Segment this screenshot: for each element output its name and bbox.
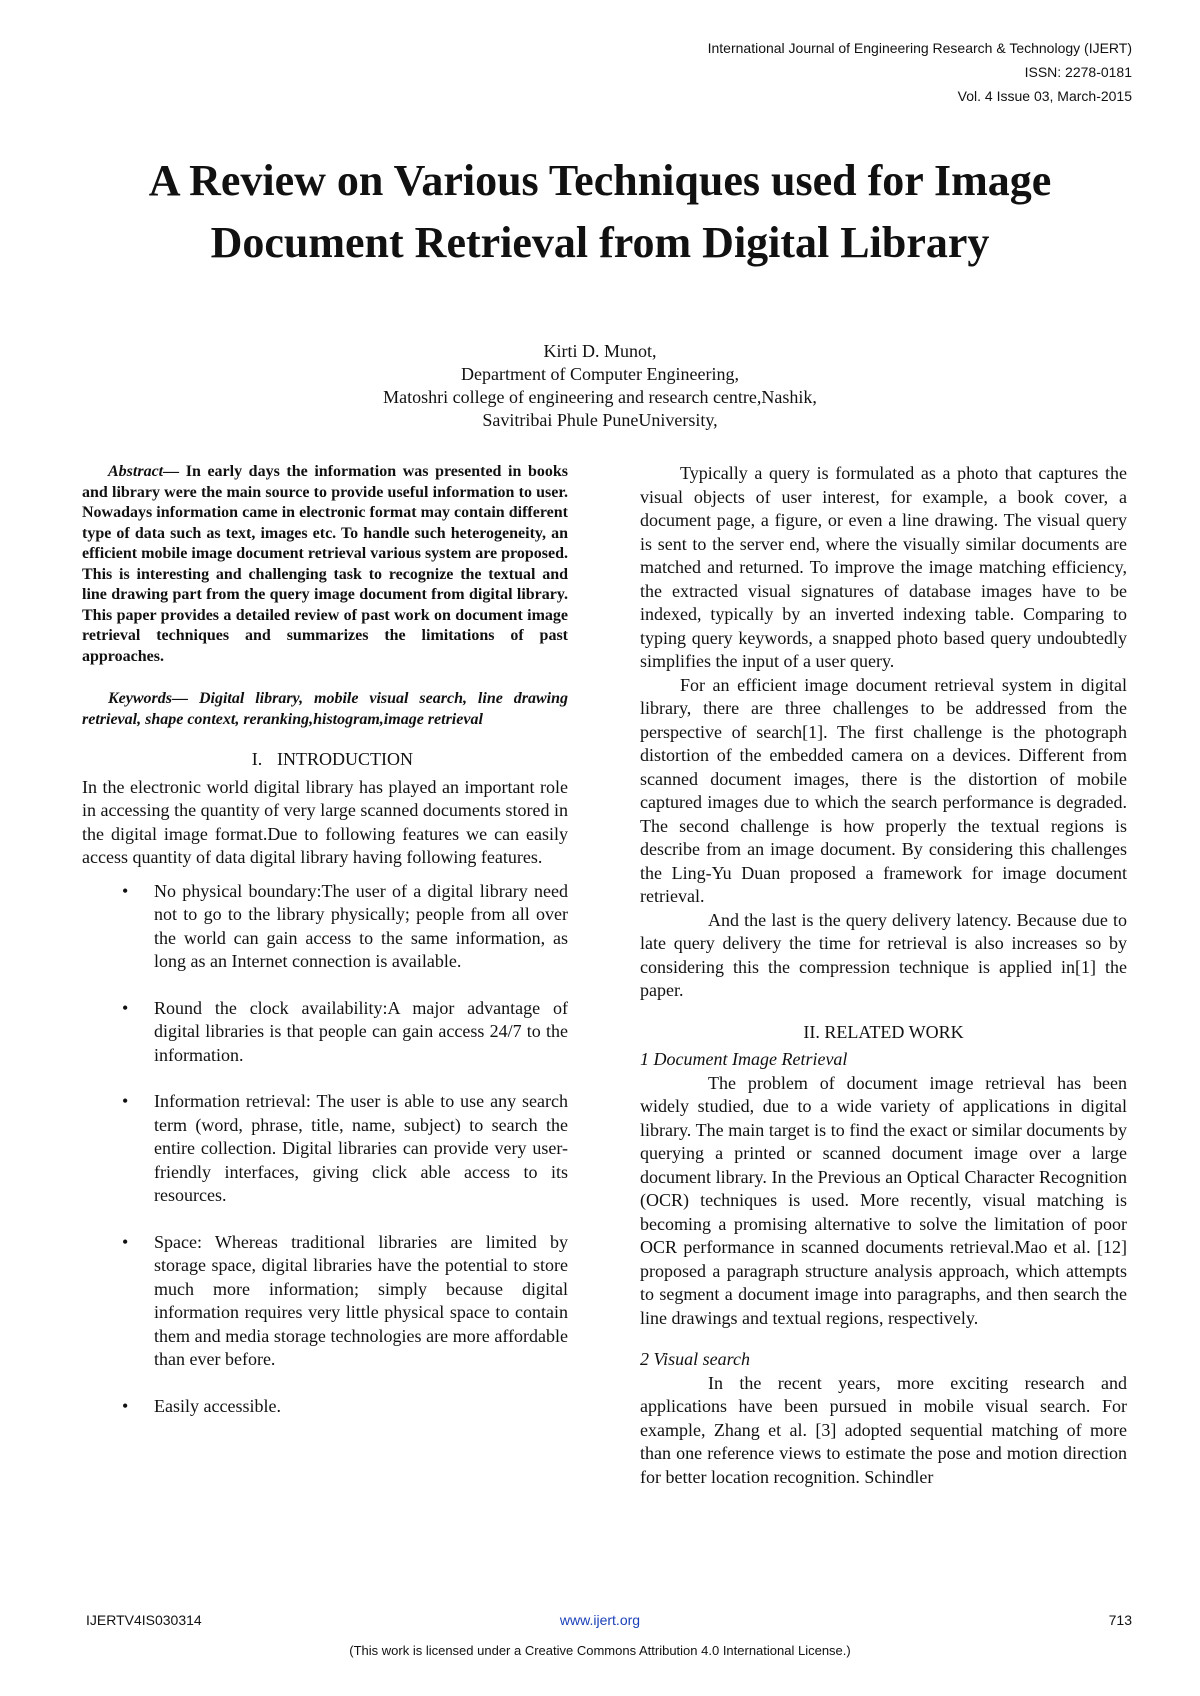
- volume-issue: Vol. 4 Issue 03, March-2015: [957, 88, 1132, 104]
- author-block: [0, 340, 1200, 432]
- paper-id: IJERTV4IS030314: [86, 1612, 202, 1628]
- paper-title: [60, 150, 1140, 274]
- author-name: Kirti D. Munot,: [543, 341, 657, 361]
- abstract: [82, 462, 568, 667]
- list-item: [82, 880, 568, 974]
- paragraph-query-formulation: Typically a query is formulated as a photo that captures the visual objects of user interest, for example, a book cover, a document page, a figure, or even a line drawing. The visual query is sent to the server end, where the visually similar documents are matched and returned. To improve the image matching efficiency, the extracted visual signatures of database images have to be indexed, typically by an inverted indexing table. Comparing to typing query keywords, a snapped photo based query undoubtedly simplifies the input of a user query.: [640, 463, 1127, 671]
- bullet-icon: •: [122, 1231, 129, 1252]
- list-item: [82, 997, 568, 1068]
- list-item: [82, 1395, 568, 1419]
- list-item: [82, 1231, 568, 1372]
- bullet-icon: •: [122, 997, 129, 1018]
- right-column: [640, 462, 1127, 1489]
- left-column: [82, 462, 568, 1441]
- paragraph-visual-search: In the recent years, more exciting research and applications have been pursued in mobile visual search. For example, Zhang et al. [3] adopted sequential matching of more than one reference views to estimate the pose and motion direction for better location recognition. Schindler: [640, 1372, 1127, 1487]
- section-number: I.: [251, 749, 263, 769]
- author-department: Department of Computer Engineering,: [461, 364, 739, 384]
- bullet-icon: •: [122, 1395, 129, 1416]
- abstract-text: In early days the information was presented in books and library were the main source to provide useful information to user. Nowadays information came in electronic format may contain different type of data such as text, images etc. To handle such heterogeneity, an efficient mobile image document retrieval various system are proposed. This is interesting and challenging task to recognize the textual and line drawing part from the query image document from digital library. This paper provides a detailed review of past work on document image retrieval techniques and summarizes the limitations of past approaches.: [82, 463, 568, 665]
- list-item-text: Round the clock availability:A major advantage of digital libraries is that people can gain access 24/7 to the information.: [154, 997, 568, 1065]
- journal-name: International Journal of Engineering Research & Technology (IJERT): [707, 40, 1132, 56]
- list-item: [82, 1090, 568, 1208]
- keywords: [82, 689, 568, 730]
- subsection-heading-document-image-retrieval: 1 Document Image Retrieval: [640, 1049, 848, 1069]
- section-heading-related-work: II. RELATED WORK: [803, 1021, 964, 1042]
- list-item-text: Easily accessible.: [154, 1395, 281, 1416]
- feature-list: [82, 880, 568, 1419]
- paragraph-latency: And the last is the query delivery latency. Because due to late query delivery the time for retrieval is also increases so by considering this the compression technique is applied in[1] the paper.: [640, 909, 1127, 1000]
- list-item-text: No physical boundary:The user of a digital library need not to go to the library physically; people from all over the world can gain access to the same information, as long as an Internet connection is available.: [154, 880, 568, 971]
- website-link[interactable]: www.ijert.org: [559, 1612, 641, 1628]
- paragraph-challenges: For an efficient image document retrieval system in digital library, there are three challenges to be addressed from the perspective of search[1]. The first challenge is the photograph distortion of the embedded camera on a devices. Different from scanned document images, there is the distortion of mobile captured images due to which the search performance is degraded. The second challenge is how properly the textual regions is describe from an image document. By considering this challenges the Ling-Yu Duan proposed a framework for image document retrieval.: [640, 674, 1127, 906]
- bullet-icon: •: [122, 1091, 129, 1111]
- section-heading-introduction: [82, 748, 568, 772]
- intro-paragraph: In the electronic world digital library has played an important role in accessing the quantity of very large scanned documents stored in the digital image format.Due to following features we can easily access quantity of data digital library having following features.: [82, 776, 568, 867]
- issn: ISSN: 2278-0181: [1024, 64, 1132, 80]
- author-college: Matoshri college of engineering and research centre,Nashik,: [383, 387, 817, 407]
- subsection-heading-visual-search: 2 Visual search: [640, 1349, 750, 1369]
- author-university: Savitribai Phule PuneUniversity,: [482, 410, 718, 430]
- paragraph-document-image-retrieval: The problem of document image retrieval has been widely studied, due to a wide variety of applications in digital library. The main target is to find the exact or similar documents by querying a printed or scanned document image over a large document library. In the Previous an Optical Character Recognition (OCR) techniques is used. More recently, visual matching is becoming a promising alternative to solve the limitation of poor OCR performance in scanned documents retrieval.Mao et al. [12] proposed a paragraph structure analysis approach, which attempts to segment a document image into paragraphs, and then search the line drawings and textual regions, respectively.: [640, 1072, 1127, 1328]
- page-number: 713: [1108, 1612, 1132, 1628]
- bullet-icon: •: [122, 880, 129, 901]
- keywords-label: Keywords—: [108, 690, 188, 707]
- list-item-text: Space: Whereas traditional libraries are limited by storage space, digital libraries have the potential to store much more information; simply because digital information requires very little physical space to contain them and media storage technologies are more affordable than ever before.: [154, 1231, 568, 1369]
- title-line-1: A Review on Various Techniques used for Image: [148, 156, 1052, 205]
- license-notice: (This work is licensed under a Creative Commons Attribution 4.0 International License.): [349, 1643, 851, 1658]
- title-line-2: Document Retrieval from Digital Library: [210, 218, 990, 267]
- section-title: INTRODUCTION: [277, 749, 413, 769]
- list-item-text: Information retrieval: The user is able to use any search term (word, phrase, title, name, subject) to search the entire collection. Digital libraries can provide very user-friendly interfaces, giving click able access to its resources.: [154, 1091, 568, 1205]
- abstract-label: Abstract—: [108, 463, 180, 480]
- keywords-text: Digital library, mobile visual search, line drawing retrieval, shape context, reranking,histogram,image retrieval: [82, 690, 568, 728]
